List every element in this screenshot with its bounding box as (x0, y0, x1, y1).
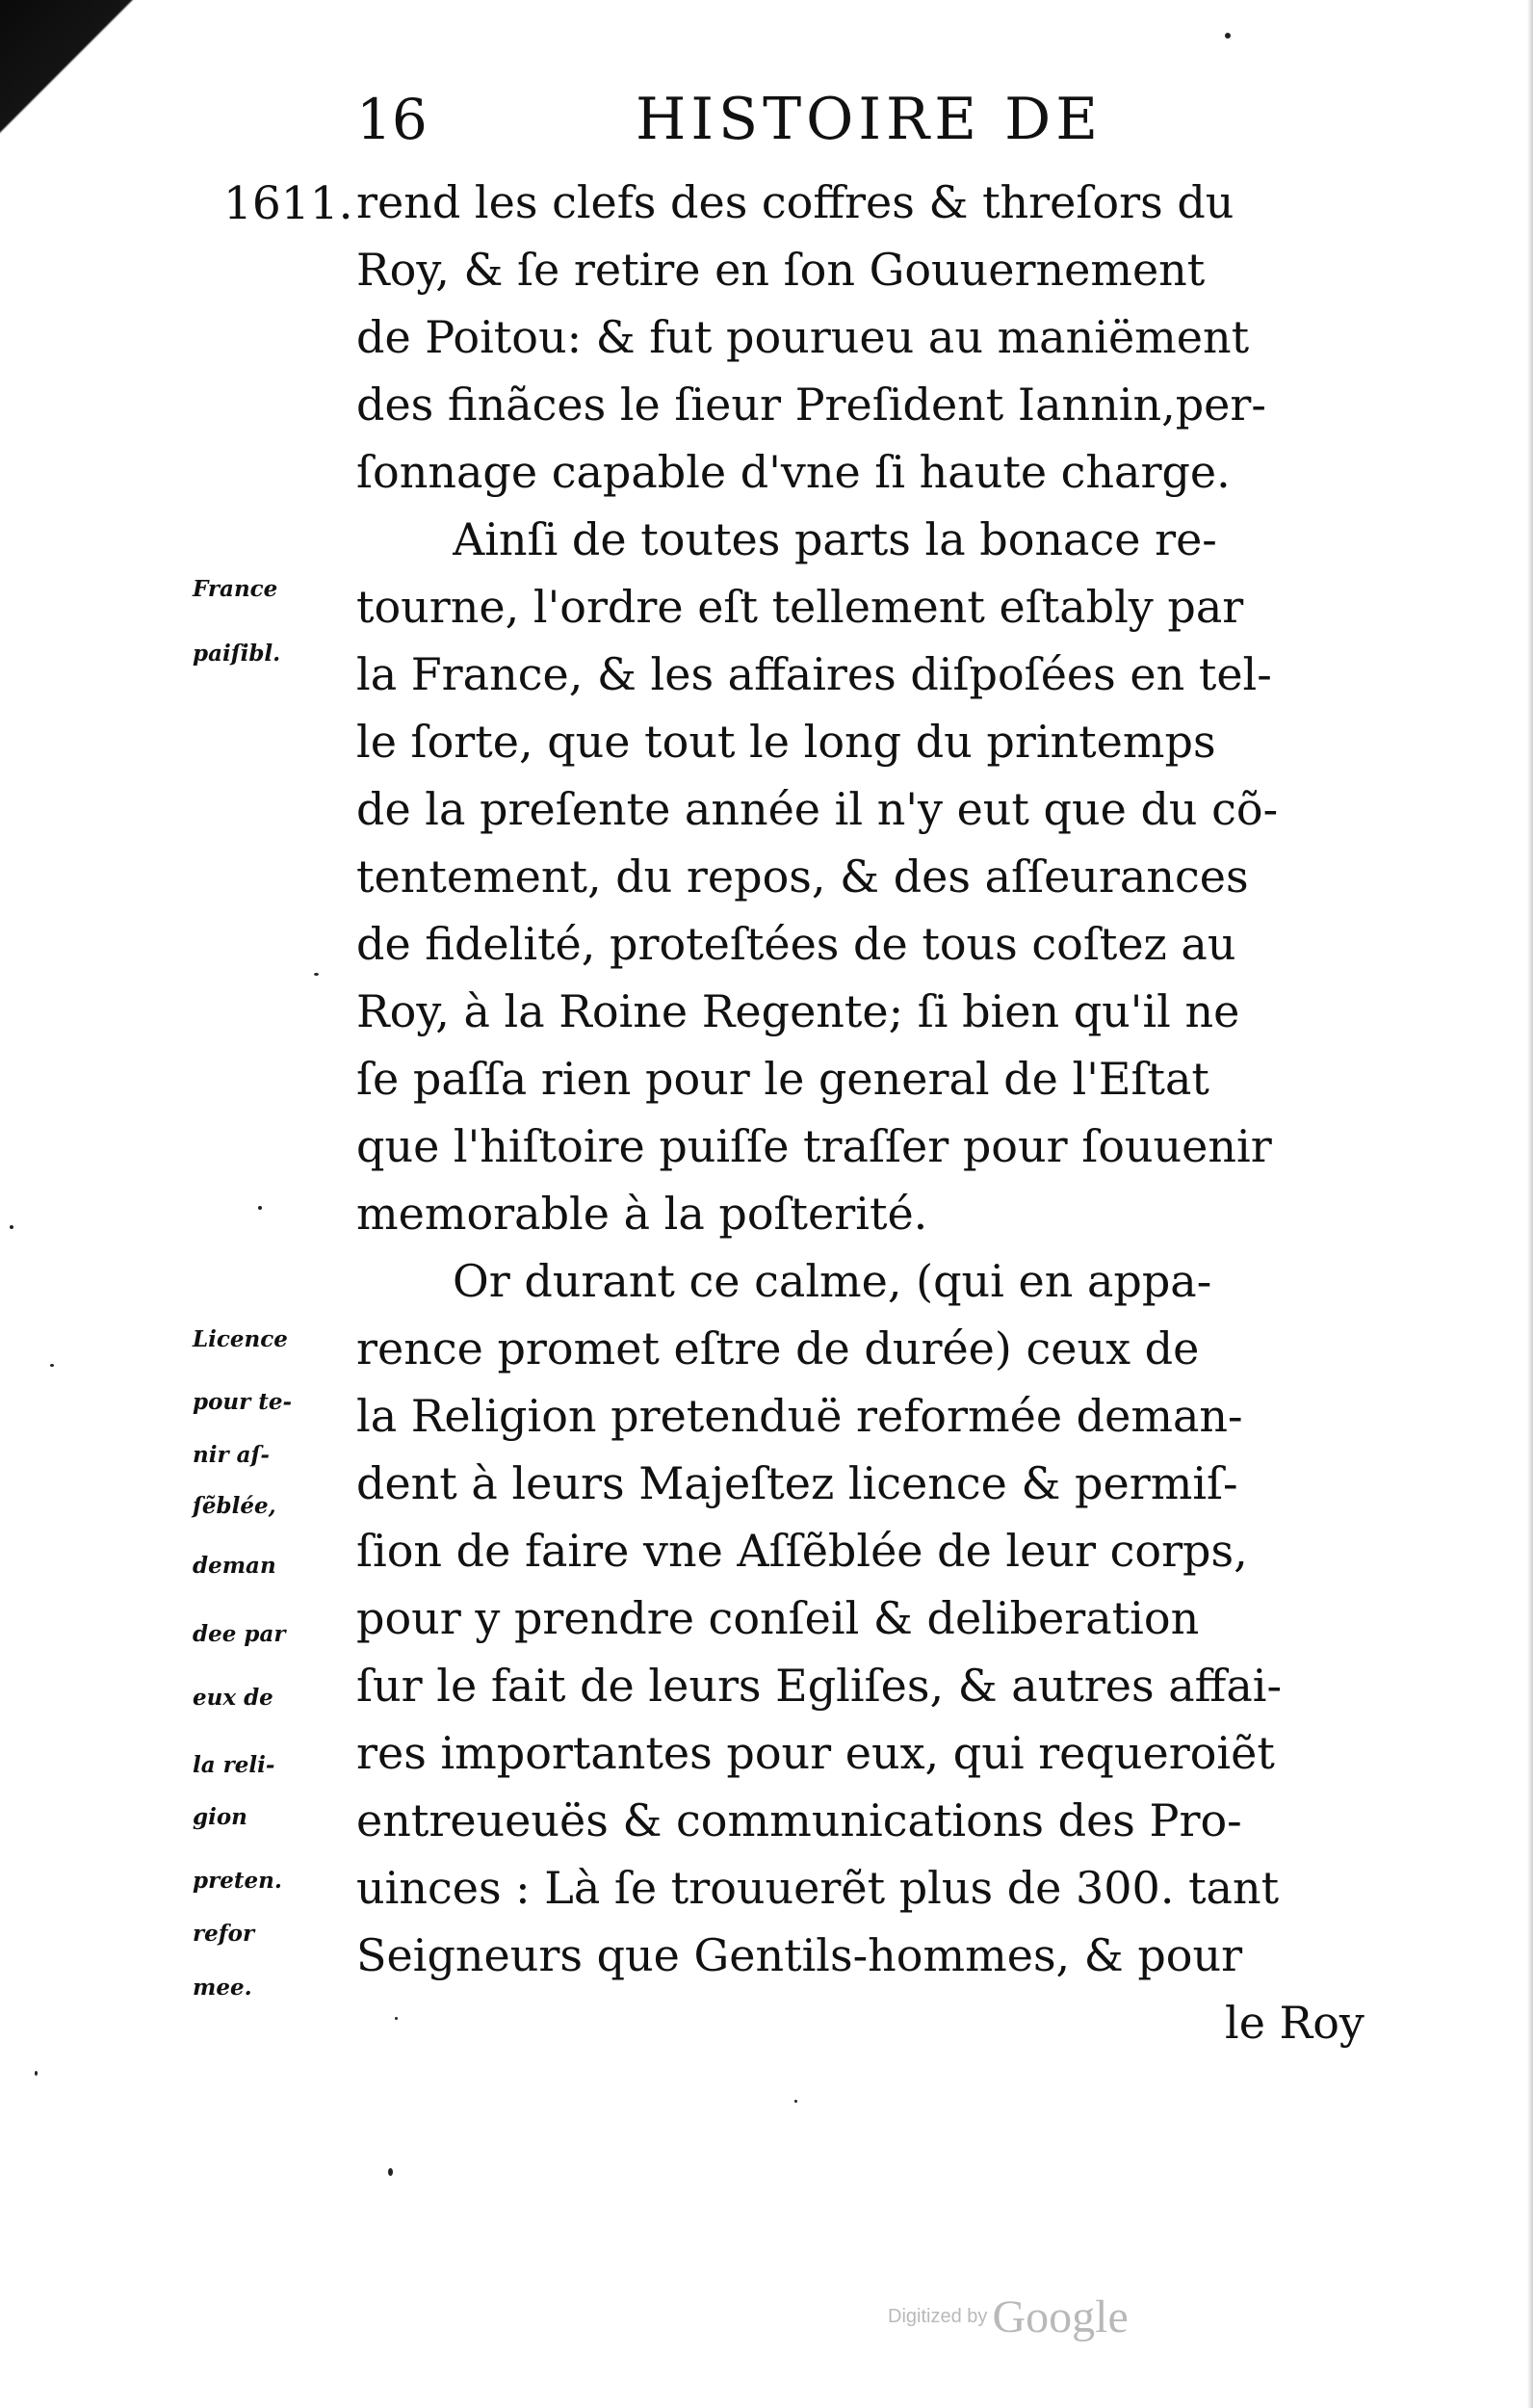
ink-speck (794, 2100, 797, 2103)
margin-note-line: preten. (193, 1868, 282, 1894)
body-line: la France, & les affaires diſpoſées en tel- (356, 648, 1272, 700)
body-line: rence promet eſtre de durée) ceux de (356, 1322, 1200, 1374)
page-header (356, 79, 1213, 160)
ink-speck (388, 2168, 393, 2176)
ink-speck (314, 973, 319, 976)
ink-speck (395, 2017, 398, 2020)
body-line: de Poitou: & fut pourueu au maniëment (356, 311, 1250, 363)
year-marginal: 1611. (223, 177, 353, 230)
margin-note-line: gion (193, 1804, 247, 1830)
body-line: Roy, à la Roine Regente; ſi bien qu'il ne (356, 985, 1240, 1037)
body-line: rend les clefs des coffres & threſors du (356, 176, 1234, 228)
ink-speck (258, 1206, 262, 1210)
body-line: ſur le fait de leurs Egliſes, & autres affai- (356, 1660, 1283, 1712)
body-line: entreueuës & communications des Pro- (356, 1794, 1242, 1846)
margin-note-line: nir aſ- (193, 1442, 270, 1468)
body-line: pour y prendre conſeil & deliberation (356, 1592, 1200, 1644)
catchword: le Roy (1225, 1997, 1364, 2049)
digitized-by-google-watermark (888, 2290, 1129, 2348)
body-line: de fidelité, proteſtées de tous coſtez au (356, 918, 1236, 970)
body-line: la Religion pretenduë reformée deman- (356, 1390, 1243, 1442)
margin-note-line: la reli- (193, 1752, 275, 1778)
body-line: tentement, du repos, & des aſſeurances (356, 851, 1249, 903)
body-line: dent à leurs Majeſtez licence & permiſ- (356, 1457, 1238, 1509)
scan-corner-shadow (0, 0, 164, 164)
margin-note-line: refor (193, 1921, 255, 1947)
margin-note-line: paiſibl. (193, 641, 281, 667)
digitized-by-label: Digitized by (888, 2306, 988, 2327)
body-line: ſe paſſa rien pour le general de l'Eſtat (356, 1053, 1209, 1105)
google-wordmark: Google (992, 2291, 1129, 2343)
ink-speck (35, 2071, 38, 2076)
margin-note-line: pour te- (193, 1389, 293, 1415)
margin-note-line: deman (193, 1553, 276, 1579)
body-line: ſonnage capable d'vne ſi haute charge. (356, 446, 1231, 498)
page-edge (1527, 0, 1533, 2408)
body-line: Or durant ce calme, (qui en appa- (453, 1255, 1212, 1307)
body-line: de la preſente année il n'y eut que du cõ- (356, 783, 1279, 835)
body-line: res importantes pour eux, qui requeroiẽt (356, 1727, 1275, 1779)
body-line: Seigneurs que Gentils-hommes, & pour (356, 1929, 1243, 1981)
ink-speck (1225, 33, 1231, 39)
margin-note-line: ſẽblée, (193, 1493, 276, 1519)
ink-speck (50, 1364, 54, 1367)
margin-note-line: dee par (193, 1621, 286, 1647)
body-line: memorable à la poſterité. (356, 1188, 928, 1240)
body-line: tourne, l'ordre eſt tellement eſtably par (356, 581, 1244, 633)
body-line: que l'hiſtoire puiſſe traſſer pour ſouuenir (356, 1120, 1272, 1172)
body-line: des finãces le ſieur Preſident Iannin,per- (356, 379, 1266, 431)
margin-note-line: mee. (193, 1975, 252, 2001)
running-title: HISTOIRE DE (636, 86, 1103, 153)
body-line: le ſorte, que tout le long du printemps (356, 716, 1216, 768)
page-number: 16 (356, 87, 428, 152)
body-line: uinces : Là ſe trouuerẽt plus de 300. tant (356, 1862, 1280, 1914)
body-line: ſion de faire vne Aſſẽblée de leur corps, (356, 1525, 1248, 1577)
body-line: Ainſi de toutes parts la bonace re- (453, 513, 1217, 565)
ink-speck (10, 1225, 13, 1229)
margin-note-line: eux de (193, 1685, 273, 1711)
margin-note-line: France (193, 576, 278, 602)
body-line: Roy, & ſe retire en ſon Gouuernement (356, 244, 1206, 296)
margin-note-line: Licence (193, 1326, 288, 1352)
